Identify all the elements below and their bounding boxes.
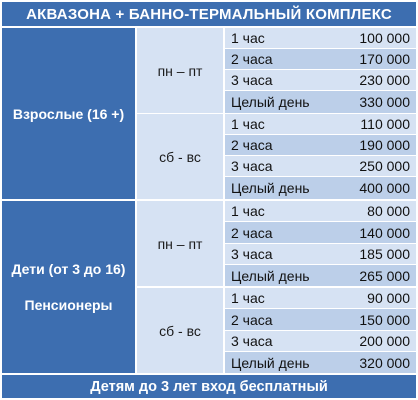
table-row bbox=[225, 49, 416, 69]
table-row bbox=[225, 352, 416, 373]
price-cell: 330 000 bbox=[359, 94, 410, 110]
duration-cell: Целый день bbox=[231, 180, 310, 196]
duration-cell: 2 часа bbox=[231, 224, 273, 241]
duration-cell: 3 часа bbox=[231, 72, 273, 88]
table-row bbox=[225, 156, 416, 176]
duration-cell: 2 часа bbox=[231, 51, 273, 67]
table-row bbox=[225, 177, 416, 199]
duration-cell: 3 часа bbox=[231, 333, 273, 349]
duration-cell: Целый день bbox=[231, 94, 310, 110]
table-row bbox=[225, 265, 416, 286]
table-row bbox=[225, 114, 416, 134]
category-label: Пенсионеры bbox=[24, 297, 113, 313]
table-footer-note: Детям до 3 лет вход бесплатный bbox=[2, 375, 416, 398]
duration-cell: 1 час bbox=[231, 203, 265, 219]
price-cell: 100 000 bbox=[359, 30, 410, 46]
price-cell: 140 000 bbox=[359, 224, 410, 241]
category-label: Дети (от 3 до 16) bbox=[11, 261, 126, 277]
price-cell: 80 000 bbox=[367, 203, 410, 219]
table-row bbox=[225, 244, 416, 264]
duration-cell: 2 часа bbox=[231, 311, 273, 328]
price-cell: 185 000 bbox=[359, 246, 410, 262]
price-cell: 265 000 bbox=[359, 267, 410, 284]
category-label: Взрослые (16 +) bbox=[12, 105, 125, 122]
days-weekend: сб - вс bbox=[137, 114, 223, 199]
table-title: АКВАЗОНА + БАННО-ТЕРМАЛЬНЫЙ КОМПЛЕКС bbox=[2, 2, 416, 26]
table-row bbox=[225, 201, 416, 221]
price-cell: 90 000 bbox=[367, 290, 410, 306]
days-weekend: сб - вс bbox=[137, 288, 223, 373]
table-row bbox=[225, 70, 416, 90]
price-cell: 190 000 bbox=[359, 137, 410, 153]
table-row bbox=[225, 222, 416, 243]
table-row bbox=[225, 28, 416, 48]
duration-cell: 1 час bbox=[231, 30, 265, 46]
duration-cell: 2 часа bbox=[231, 137, 273, 153]
table-row bbox=[225, 331, 416, 351]
price-cell: 110 000 bbox=[360, 116, 410, 132]
price-cell: 200 000 bbox=[359, 333, 410, 349]
table-row bbox=[225, 91, 416, 113]
duration-cell: 3 часа bbox=[231, 158, 273, 174]
duration-cell: Целый день bbox=[231, 354, 310, 371]
price-cell: 400 000 bbox=[359, 180, 410, 196]
category-children-pensioners bbox=[2, 201, 135, 373]
duration-cell: 1 час bbox=[231, 116, 265, 132]
price-cell: 320 000 bbox=[359, 354, 410, 371]
price-cell: 230 000 bbox=[359, 72, 410, 88]
price-cell: 150 000 bbox=[359, 311, 410, 328]
duration-cell: 1 час bbox=[231, 290, 265, 306]
table-row bbox=[225, 135, 416, 155]
price-cell: 250 000 bbox=[359, 158, 410, 174]
category-adults bbox=[2, 28, 135, 199]
duration-cell: 3 часа bbox=[231, 246, 273, 262]
days-weekdays: пн – пт bbox=[137, 28, 223, 113]
duration-cell: Целый день bbox=[231, 267, 310, 284]
price-cell: 170 000 bbox=[359, 51, 410, 67]
table-row bbox=[225, 288, 416, 308]
table-row bbox=[225, 309, 416, 330]
days-weekdays: пн – пт bbox=[137, 201, 223, 286]
